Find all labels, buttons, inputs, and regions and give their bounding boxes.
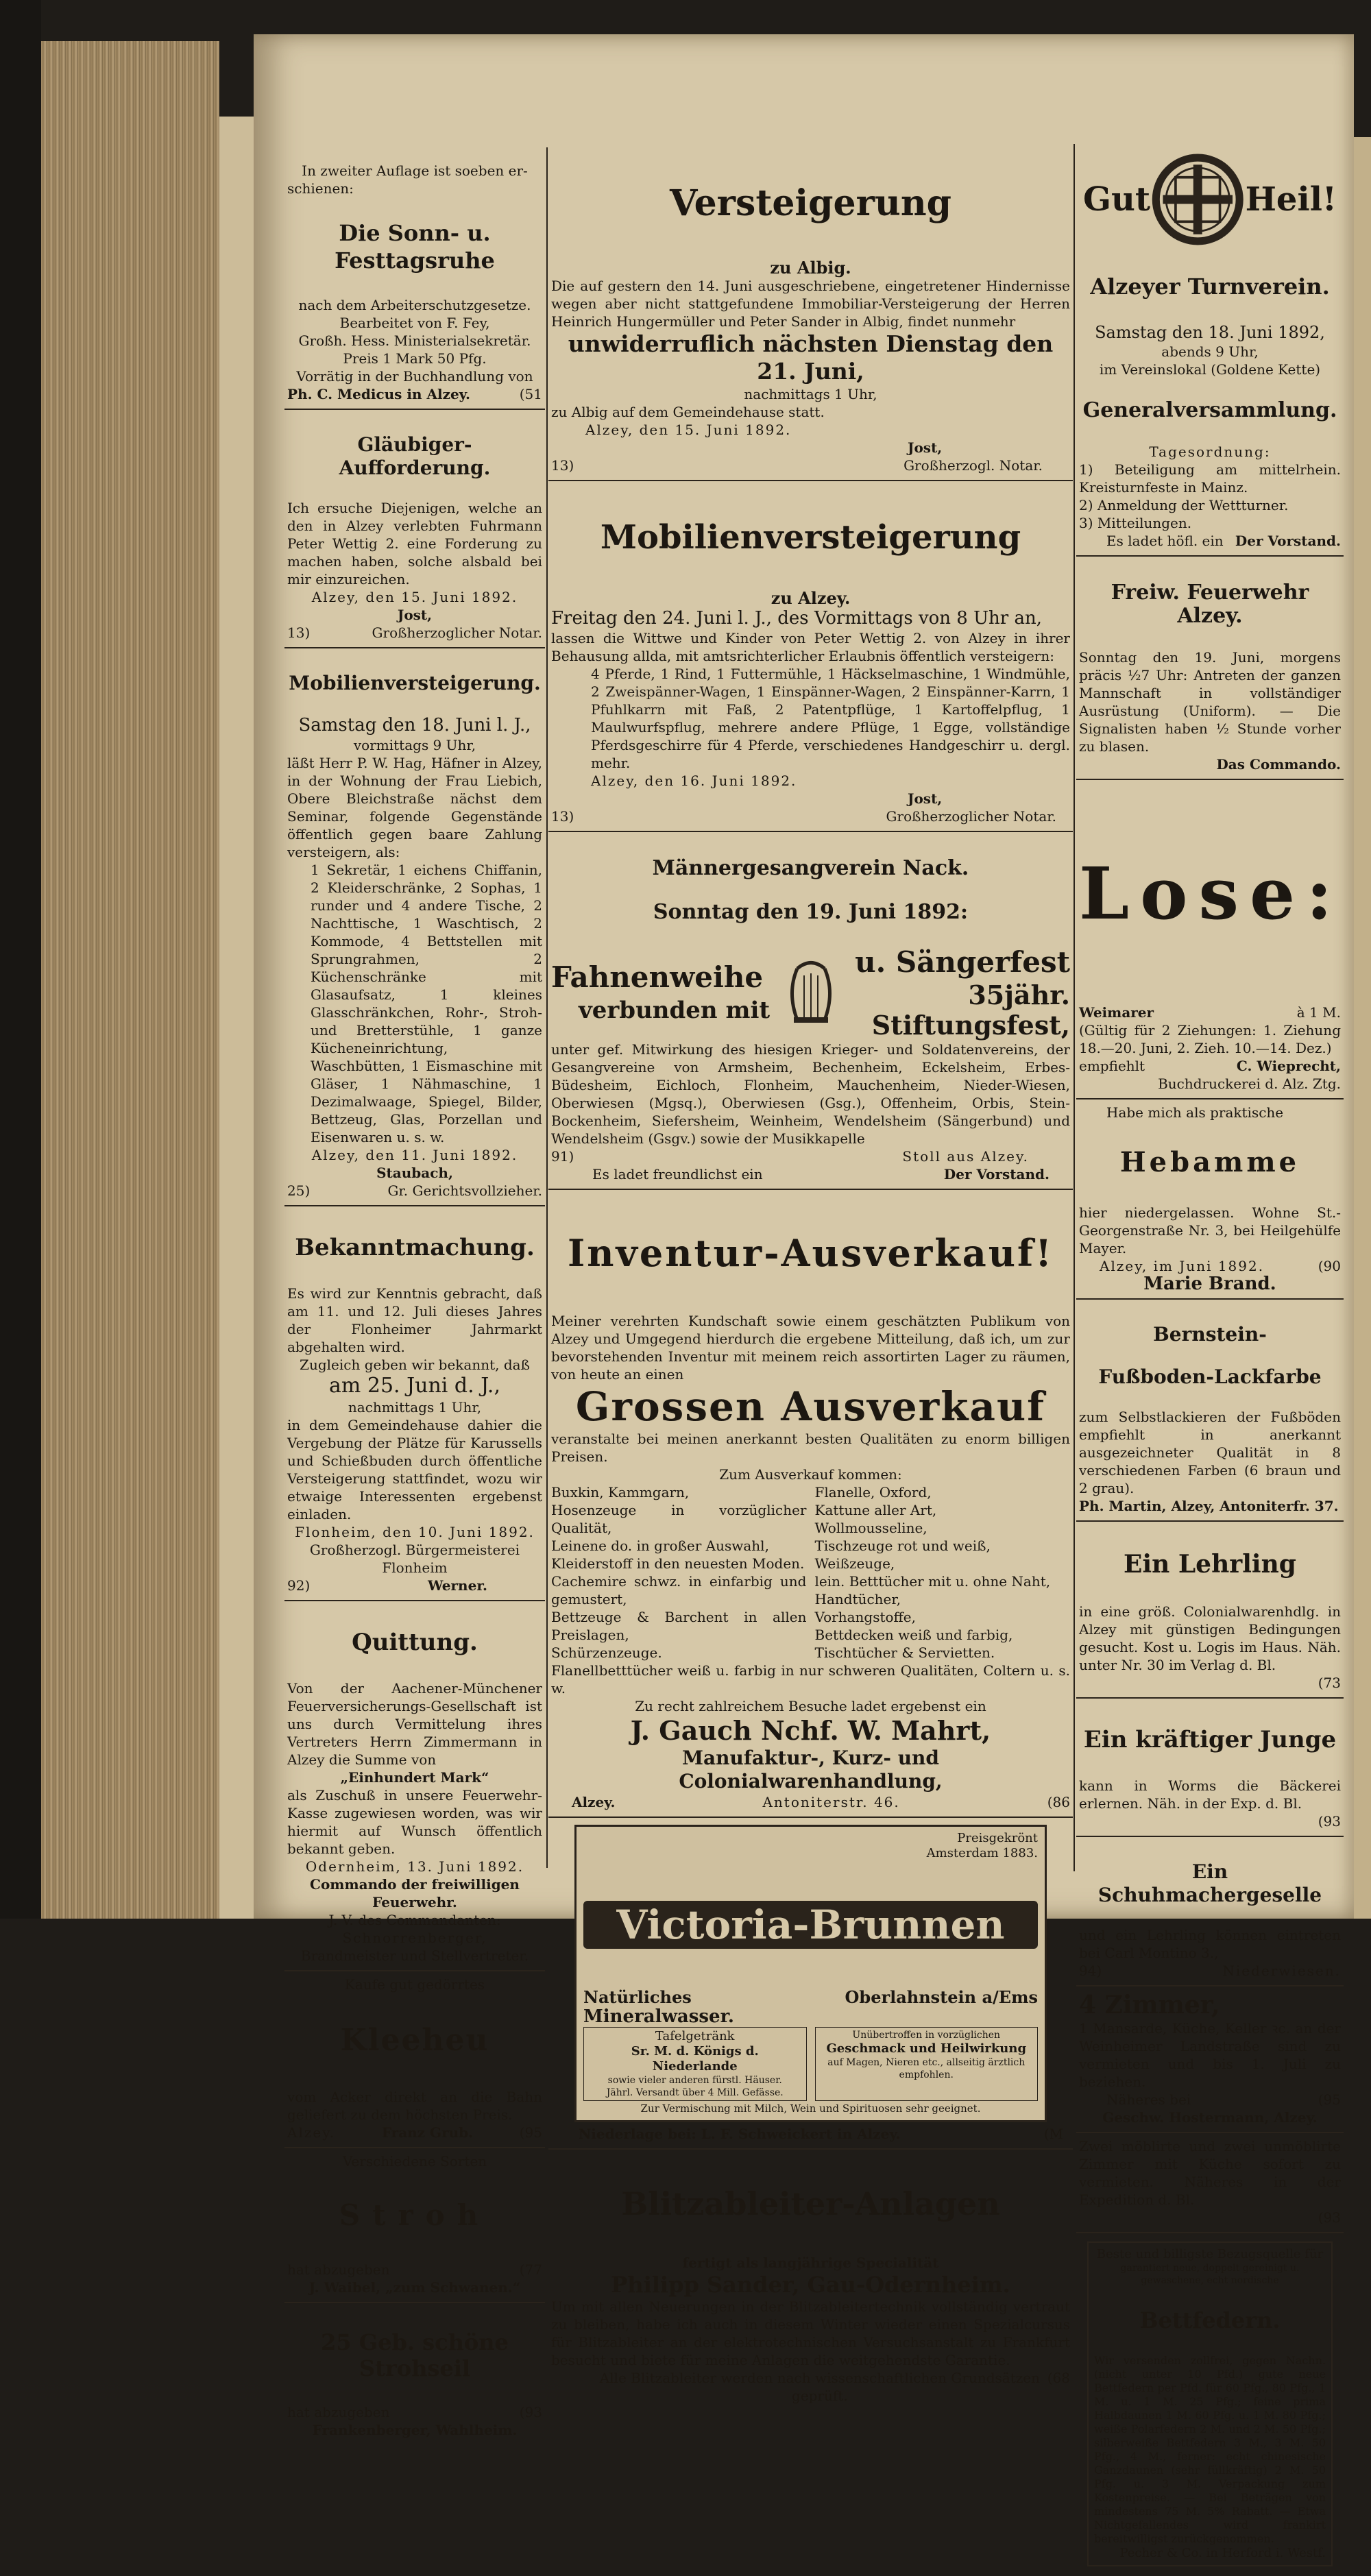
text-line: vormittags 9 Uhr,	[353, 737, 476, 753]
list-item: Vorhangstoffe,	[814, 1609, 916, 1625]
greeting-right: Heil!	[1245, 180, 1337, 219]
ad-body: Von der Aachener-Münchener Feuerversicherungs-Gesellschaft ist uns durch Vermittelung ihres Vertreters Herrn Zimmermann in Alzey die Summe von	[287, 1680, 542, 1768]
ad-title: Mobilienversteigerung	[600, 518, 1021, 557]
ad-bettfedern	[1076, 2233, 1344, 2576]
ad-body: als Zuschuß in unsere Feuerwehr-Kasse zugewiesen worden, was wir hiermit auf Wunsch öffentlich bekannt geben.	[287, 1787, 542, 1857]
text-line: Buchdruckerei d. Alz. Ztg.	[1158, 1076, 1341, 1092]
signature: C. Wieprecht,	[1236, 1058, 1341, 1074]
ad-moeblirte-zimmer	[1076, 2133, 1344, 2233]
ad-title: Freiw. Feuerwehr Alzey.	[1111, 581, 1309, 628]
text-line: Schnorrenberger,	[342, 1930, 487, 1946]
ad-title: Versteigerung	[670, 182, 951, 224]
role: Großherzoglicher Notar.	[886, 808, 1056, 825]
list-item: Flanelle, Oxford,	[814, 1484, 932, 1500]
ad-body: 1 Mansarde, Küche, Keller ꝛc. an der Weinheimer Landstraße sind zu vermieten und bis 1. Juli zu beziehen.	[1079, 2020, 1341, 2090]
ad-body: Wir versenden zollfrei, gegen Nachn. (nicht unter 10 Pfd.) gute neue Bettfedern per Pfd. für 60 Pfg., 80 Pfg., 1 M. u. 1 M. 25 Pfg.; feine prima Halbdaunen 1 M. 60 Pfg. u. 1 M. 80 Pfg.; weiße Polarfedern 2 M. und 2 M. 50 Pfg.; silberweiße Bettfedern 3 M., 3 M. 50 Pfg., 4 M., ferner: echt chinesische Ganzdaunen (sehr füllkräftig) 2 M. 50 Pfg. u. 3 M. Verpackung zum Kostenpreise. — Bei Beträgen von mindestens 75 M. 5% Rabatt. — Etwa Nichtgefallendes wird frankirt bereitwilligst zurückgenommen.	[1094, 2354, 1326, 2545]
list-item: Cachemire schwz. in einfarbig und gemustert,	[551, 1573, 807, 1607]
place: Oberlahnstein a/Ems	[845, 1987, 1038, 2007]
ad-title: Ein Lehrling	[1124, 1550, 1296, 1579]
ad-body: Zwei möblirte und zwei unmöblirte Zimmer mit Küche sofort zu vermieten. Näheres in der Expedition d. Bl.	[1079, 2138, 1341, 2208]
organisation: Commando der freiwilligen Feuerwehr.	[310, 1876, 520, 1910]
ad-title: 25 Geb. schöne Strohseil	[321, 2329, 509, 2381]
ad-body: Meiner verehrten Kundschaft sowie einem geschätzten Publikum von Alzey und Umgegend hierdurch die ergebene Mitteilung, daß ich, um zur bevorstehenden Inventur mit meinem reich assortirten Lager zu räumen, von heute an einen	[551, 1313, 1070, 1383]
list-item: Hosenzeuge in vorzüglicher Qualität,	[551, 1502, 807, 1536]
book-spine	[0, 0, 41, 1919]
ad-number: 92)	[287, 1577, 311, 1594]
ad-number: (73	[1318, 1675, 1341, 1691]
price: à 1 M.	[1296, 1004, 1341, 1021]
ad-body: in eine größ. Colonialwarenhdlg. in Alzey mit günstigen Bedingungen gesucht. Kost u. Logis im Haus. Näh. unter Nr. 30 im Verlag d. Bl.	[1079, 1603, 1341, 1673]
list-item: Bettdecken weiß und farbig,	[814, 1627, 1013, 1643]
column-right	[1076, 144, 1344, 2576]
role: Großherzogl. Bürgermeisterei Flonheim	[309, 1542, 520, 1576]
text-line: Mineralwasser.	[583, 2006, 734, 2027]
event-title-left: Fahnenweihe	[551, 960, 764, 994]
text-line: Großh. Hess. Ministerialsekretär.	[298, 332, 531, 349]
signature: Der Vorstand.	[943, 1166, 1050, 1182]
firm-name: Pecher & Co. in Herford i. Westf.	[1119, 2546, 1326, 2560]
text-line: fertigt als langjährige Specialität	[682, 2255, 939, 2271]
ad-title: Ein Schuhmachergeselle	[1097, 1860, 1322, 1906]
ad-number: 13)	[551, 808, 574, 825]
text-line: sowie vieler anderen fürstl. Häuser.	[607, 2075, 782, 2086]
signature: Franz Grub.	[381, 2124, 474, 2141]
list-item: Leinene do. in großer Auswahl,	[551, 1538, 769, 1554]
ad-zimmer	[1076, 1986, 1344, 2133]
ad-number: (95	[519, 2124, 542, 2141]
ad-subtitle: zu Albig.	[770, 258, 851, 278]
location: Niederwiesen.	[1222, 1963, 1341, 1979]
ad-turnverein	[1076, 144, 1344, 557]
text-line: Verschiedene Sorten	[342, 2153, 487, 2170]
signature: Staubach,	[376, 1165, 453, 1181]
ad-number: (95	[1318, 2091, 1341, 2108]
text-line: Weimarer	[1079, 1004, 1154, 1021]
ad-title: Mobilienversteigerung.	[289, 672, 541, 694]
ad-strohseil	[284, 2303, 545, 2444]
list-item: Tischzeuge rot und weiß,	[814, 1538, 991, 1554]
location: Alzey.	[287, 2124, 336, 2141]
list-item: lein. Betttücher mit u. ohne Naht,	[814, 1573, 1051, 1590]
column-center	[548, 144, 1073, 2410]
ad-title: Blitzableiter-Anlagen	[621, 2185, 1000, 2222]
text-line: zu Albig auf dem Gemeindehause statt.	[551, 404, 825, 420]
signature: Ph. Martin, Alzey, Antoniterfr. 37.	[1079, 1498, 1339, 1514]
ad-body: Es wird zur Kenntnis gebracht, daß am 11. und 12. Juli dieses Jahres der Flonheimer Jahrmarkt abgehalten wird.	[287, 1285, 542, 1355]
headline: Generalversammlung.	[1082, 398, 1337, 422]
ad-body: Die auf gestern den 14. Juni ausgeschriebene, eingetretener Hindernisse wegen aber nicht stattgefundene Immobiliar-Versteigerung der Herren Heinrich Hungermüller und Peter Sander in Albig, findet nunmehr	[551, 278, 1070, 330]
ad-body: unter gef. Mitwirkung des hiesigen Krieger- und Soldatenvereins, der Gesangvereine von Armsheim, Bechenheim, Eckelsheim, Erbes-Büdesheim, Eichloch, Flonheim, Mauchenheim, Nieder-Wiesen, Oberwiesen (Mgsq.), Oberwiesen (Gsg.), Offenheim, Orbis, Stein-Bockenheim, Siefersheim, Weinheim, Wendelsheim (Sängerbund) und Wendelsheim (Gsgv.) sowie der Musikkapelle	[551, 1041, 1070, 1147]
event-title-left: verbunden mit	[579, 997, 771, 1024]
ad-body: vom Acker direkt an die Bahn geliefert zu dem höchsten Preis.	[287, 2089, 542, 2123]
headline: Grossen Ausverkauf	[575, 1383, 1046, 1430]
text-line: In zweiter Auflage ist soeben er-	[302, 162, 528, 179]
date-line: Alzey, den 15. Juni 1892.	[311, 589, 518, 605]
ad-body: zum Selbstlackieren der Fußböden empfiehlt in anerkannt ausgezeichneter Qualität in 8 verschiedenen Farben (6 braun und 2 grau).	[1079, 1409, 1341, 1496]
amount: „Einhundert Mark“	[340, 1769, 489, 1786]
ad-number: (93	[1318, 1813, 1341, 1830]
ad-title: Gläubiger-Aufforderung.	[339, 433, 491, 479]
ad-inventur-ausverkauf	[548, 1190, 1073, 1818]
text-line: nachmittags 1 Uhr,	[348, 1399, 482, 1415]
seller: Ph. C. Medicus in Alzey.	[287, 386, 470, 402]
list-item: Kattune aller Art,	[814, 1502, 937, 1518]
ad-victoria-brunnen	[548, 1818, 1073, 2150]
ad-festtagsruhe	[284, 158, 545, 410]
ad-title: Bernstein-	[1153, 1323, 1267, 1346]
ad-number: 94)	[1079, 1963, 1102, 1979]
text-line: Freitag den 24. Juni l. J., des Vormittags von 8 Uhr an,	[551, 608, 1042, 629]
text-line: Natürliches	[583, 1987, 692, 2007]
address: Antoniterstr. 46.	[762, 1794, 900, 1810]
text-line: Zugleich geben wir bekannt, daß	[300, 1357, 530, 1373]
ad-number: 13)	[551, 457, 574, 474]
text-line: Samstag den 18. Juni 1892,	[1095, 323, 1325, 342]
ad-lehrling	[1076, 1522, 1344, 1699]
firm-trade: Manufaktur-, Kurz- und Colonialwarenhandlung,	[679, 1747, 943, 1793]
text-line: Habe mich als praktische	[1106, 1104, 1284, 1121]
brand-logo: Victoria-Brunnen	[583, 1901, 1038, 1949]
ad-title: Die Sonn- u. Festtagsruhe	[335, 220, 495, 274]
date-line: Alzey, den 11. Juni 1892.	[311, 1147, 518, 1163]
ad-glaeubiger	[284, 410, 545, 648]
ad-blitzableiter	[548, 2150, 1073, 2410]
product-list-left	[551, 1483, 807, 1662]
text-line: Tagesordnung:	[1149, 443, 1271, 460]
signature: J. Waibel, „zum Schwanen.“	[308, 2279, 521, 2296]
ad-body: veranstalte bei meinen anerkannt besten Qualitäten zu enorm billigen Preisen.	[551, 1431, 1070, 1465]
ad-title: Bettfedern.	[1139, 2307, 1281, 2333]
event-title-right: 35jähr. Stiftungsfest,	[871, 980, 1070, 1041]
victoria-right	[815, 2027, 1039, 2101]
list-item: Buxkin, Kammgarn,	[551, 1484, 690, 1500]
text-line: Vorrätig in der Buchhandlung von	[296, 368, 533, 385]
band: Stoll aus Alzey.	[902, 1148, 1029, 1165]
text-line: Zum Ausverkauf kommen:	[719, 1466, 902, 1483]
ad-number: (68	[1047, 2370, 1070, 2386]
list-item: Kleiderstoff in den neuesten Moden.	[551, 1555, 805, 1572]
ad-body: in dem Gemeindehause dahier die Vergebung der Plätze für Karussells und Schießbuden durch öffentliche Versteigerung stattfindet, wozu wir etwaige Interessenten ergebenst einladen.	[287, 1417, 542, 1522]
victoria-left	[583, 2027, 807, 2101]
event-title-right: u. Sängerfest	[855, 945, 1070, 979]
text-line: Jährl. Versandt über 4 Mill. Gefässe.	[606, 2087, 784, 2098]
ad-number: (93	[519, 2404, 542, 2420]
ad-lose	[1076, 780, 1344, 1099]
ad-title: Kleeheu	[340, 2023, 489, 2058]
agenda-item: 1) Beteiligung am mittelrhein. Kreisturnfeste in Mainz.	[1079, 461, 1341, 496]
ad-mobilien-alzey	[548, 481, 1073, 832]
greeting-left: Gut	[1083, 180, 1151, 219]
date-line: Alzey, den 15. Juni 1892.	[585, 422, 792, 438]
ad-title: Quittung.	[352, 1629, 478, 1656]
firm-name: J. Gauch Nchf. W. Mahrt,	[630, 1715, 991, 1746]
signature: Der Vorstand.	[1235, 533, 1341, 549]
ad-number: (93	[1318, 2209, 1341, 2226]
text-line: Zur Vermischung mit Milch, Wein und Spirituosen sehr geeignet.	[640, 2102, 981, 2115]
text-line: Geschmack und Heilwirkung	[826, 2041, 1027, 2056]
next-page-strip	[1354, 137, 1371, 1919]
text-line: schienen:	[287, 180, 354, 197]
signature: Das Commando.	[1216, 756, 1341, 773]
signature: Frankenberger, Wahlheim.	[312, 2422, 518, 2438]
ad-title: 4 Zimmer,	[1079, 1991, 1220, 2019]
text-line: Es ladet höfl. ein	[1106, 533, 1224, 549]
text-line: Bearbeitet von F. Fey,	[339, 315, 490, 331]
ad-body: hier niedergelassen. Wohne St.-Georgenstraße Nr. 3, bei Heilgehülfe Mayer.	[1079, 1204, 1341, 1256]
page-edges	[41, 41, 219, 1919]
list-item: Schürzenzeuge.	[551, 1644, 662, 1661]
ad-stroh	[284, 2148, 545, 2303]
ad-quittung	[284, 1601, 545, 1971]
ad-number: 13)	[287, 624, 311, 641]
victoria-details	[583, 2027, 1038, 2101]
agenda-item: 3) Mitteilungen.	[1079, 515, 1192, 531]
ad-number: (86	[1047, 1794, 1070, 1810]
list-item: Wollmousseline,	[814, 1520, 927, 1536]
ad-body: lassen die Wittwe und Kinder von Peter Wettig 2. von Alzey in ihrer Behausung allda, mit amtsrichterlicher Erlaubnis öffentlich versteigern:	[551, 630, 1070, 664]
text-line: Samstag den 18. Juni l. J.,	[298, 715, 531, 736]
text-line: J. V. des Commandanten:	[328, 1912, 501, 1928]
text-line: nachmittags 1 Uhr,	[744, 386, 877, 402]
product-list-right	[815, 1483, 1071, 1662]
text-line: Flanellbetttücher weiß u. farbig in nur schweren Qualitäten, Coltern u. s. w.	[551, 1662, 1070, 1697]
ad-title: Lose:	[1079, 851, 1344, 936]
ad-title: Männergesangverein Nack.	[652, 856, 969, 880]
ad-bekanntmachung	[284, 1206, 545, 1601]
list-item: Weißzeuge,	[814, 1555, 895, 1572]
ad-number: (M	[1043, 2126, 1063, 2142]
ad-schuhmacher	[1076, 1837, 1344, 1986]
ad-number: 25)	[287, 1182, 311, 1199]
ad-title: Stroh	[339, 2198, 491, 2232]
ad-body: kann in Worms die Bäckerei erlernen. Näh. in der Exp. d. Bl.	[1079, 1777, 1341, 1812]
bettfedern-box	[1087, 2241, 1333, 2566]
ad-body: läßt Herr P. W. Hag, Häfner in Alzey, in der Wohnung der Frau Liebich, Obere Bleichstraße nächst dem Seminar, folgende Gegenstände öffentlich gegen baare Zahlung versteigern, als:	[287, 755, 542, 860]
signature: Werner.	[427, 1577, 487, 1594]
ad-junge	[1076, 1699, 1344, 1837]
item-list: 1 Sekretär, 1 eichens Chiffanin, 2 Kleiderschränke, 2 Sophas, 1 runder und 4 andere Tische, 2 Nachttische, 1 Waschtisch, 2 Kommode, 4 Bettstellen mit Sprungrahmen, 2 Küchenschränke mit Glasaufsatz, 1 kleines Glasschränkchen, Rohr-, Stroh- und Bretterstühle, 1 ganze Kücheneinrichtung, Waschbütten, 1 Eismaschine mit Gläser, 1 Nähmaschine, 1 Dezimalwaage, Spiegel, Bilder, Bettzeug, Glas, Porzellan und Eisenwaren u. s. w.	[311, 862, 542, 1145]
signature: Marie Brand.	[1143, 1274, 1276, 1294]
ad-versteigerung-albig	[548, 144, 1073, 481]
role: Großherzogl. Notar.	[903, 457, 1043, 474]
ad-body: Ich ersuche Diejenigen, welche an den in Alzey verlebten Fuhrmann Peter Wettig 2. eine Forderung zu machen haben, solche alsbald bei mir einzureichen.	[287, 500, 542, 587]
turner-cross-emblem-icon	[1150, 148, 1246, 251]
text-line: Beste und billigste Bezugsquelle für	[1096, 2247, 1324, 2261]
text-line: nach dem Arbeiterschutzgesetze.	[298, 297, 531, 313]
list-item: Tischtücher & Servietten.	[814, 1644, 995, 1661]
ad-number: 91)	[551, 1148, 574, 1165]
event-date: Sonntag den 19. Juni 1892:	[653, 900, 969, 924]
date-line: Odernheim, 13. Juni 1892.	[305, 1858, 524, 1875]
ad-number: (77	[519, 2261, 542, 2278]
ad-title: Alzeyer Turnverein.	[1090, 274, 1330, 300]
ad-body: Sonntag den 19. Juni, morgens präcis ½7 Uhr: Antreten der ganzen Mannschaft in vollständiger Ausrüstung (Uniform). — Die Signalisten haben ½ Stunde vorher zu blasen.	[1079, 649, 1341, 755]
ad-title: Hebamme	[1119, 1146, 1300, 1178]
ad-title: Bekanntmachung.	[295, 1234, 535, 1261]
text-line: hat abzugeben	[287, 2404, 390, 2420]
ad-title: Inventur-Ausverkauf!	[568, 1231, 1054, 1275]
text-line: hat abzugeben	[287, 2261, 390, 2278]
text-line: garantiert neue, doppelt gereinigt u. gewaschene, echt nordische	[1120, 2263, 1300, 2286]
ad-lackfarbe	[1076, 1300, 1344, 1522]
column-left	[284, 158, 545, 2444]
date-line: Flonheim, den 10. Juni 1892.	[295, 1524, 535, 1540]
text-line: auf Magen, Nieren etc., allseitig ärztlich empfohlen.	[827, 2057, 1026, 2080]
ad-maennergesangverein	[548, 832, 1073, 1190]
text-line: am 25. Juni d. J.,	[329, 1374, 500, 1398]
text-line: Alle Blitzableiter werden nach wissenschaftlichen Grundsätzen geprüft.	[599, 2370, 1040, 2404]
column-rule	[1073, 144, 1075, 1871]
role: Gr. Gerichtsvollzieher.	[387, 1182, 542, 1199]
victoria-box	[574, 1825, 1047, 2122]
signature: Geschw. Hostermann, Alzey.	[1102, 2109, 1318, 2126]
column-rule	[546, 147, 548, 1868]
list-item: Handtücher,	[814, 1591, 901, 1607]
date-line: Alzey, den 16. Juni 1892.	[591, 773, 797, 789]
text-line: abends 9 Uhr,	[1161, 343, 1259, 360]
ad-mobilien-hag	[284, 648, 545, 1206]
text-line: empfiehlt	[1079, 1058, 1145, 1074]
ad-subtitle: zu Alzey.	[771, 588, 851, 608]
signature: Jost,	[908, 439, 943, 456]
agenda-item: 2) Anmeldung der Wettturner.	[1079, 497, 1289, 513]
text-line: Näheres bei	[1106, 2091, 1191, 2108]
prize-line: Preisgekrönt	[957, 1831, 1038, 1845]
firm-name: Philipp Sander, Gau-Odernheim.	[611, 2272, 1010, 2298]
headline: unwiderruflich nächsten Dienstag den 21. Juni,	[568, 330, 1054, 385]
item-list: 4 Pferde, 1 Rind, 1 Futtermühle, 1 Häckselmaschine, 1 Windmühle, 2 Zweispänner-Wagen, 1 Einspänner-Wagen, 2 Einspänner-Karrn, 1 Pfuhlkarrn mit Faß, 2 Patentpflüge, 1 Kartoffelpflug, 1 Maulwurfspflug, mehrere andere Pflüge, 1 Egge, vollständige Pferdsgeschirre für 4 Pferde, verschiedenes Handgeschirr u. dergl. mehr.	[591, 666, 1070, 771]
text-line: Preis 1 Mark 50 Pfg.	[343, 350, 487, 367]
list-item: Bettzeuge & Barchent in allen Preislagen,	[551, 1609, 807, 1643]
ad-title: Ein kräftiger Junge	[1083, 1726, 1337, 1753]
text-line: im Vereinslokal (Goldene Kette)	[1099, 361, 1321, 378]
ad-kleeheu	[284, 1971, 545, 2148]
prize-line: Amsterdam 1883.	[926, 1846, 1038, 1860]
ad-hebamme	[1076, 1099, 1344, 1300]
ad-body: und ein Lehrling können eintreten bei Carl Montino 3.,	[1079, 1927, 1341, 1961]
date-line: Alzey, im Juni 1892.	[1100, 1258, 1265, 1274]
ad-body: (Gültig für 2 Ziehungen: 1. Ziehung 18.—20. Juni, 2. Zieh. 10.—14. Dez.)	[1079, 1022, 1341, 1056]
text-line: Zu recht zahlreichem Besuche ladet ergebenst ein	[635, 1698, 986, 1714]
lyre-emblem-icon	[784, 958, 838, 1027]
ad-body: Um mit allen Neuerungen in der Blitzableitertechnik vollständig vertraut zu bleiben, habe ich auch in diesem Winter wieder einen Spezialcursus für Blitzableiter an der elektrotechnischen Versuchsanstalt zu Frankfurt besucht und biete für meine Anlagen die weitgehendste Garantie.	[551, 2298, 1070, 2368]
text-line: Sr. M. d. Königs d. Niederlande	[631, 2044, 759, 2074]
signature: Jost,	[908, 790, 943, 807]
text-line: Brandmeister und Stellvertreter.	[300, 1947, 529, 1964]
text-line: Kaufe gut gedörrtes	[344, 1976, 485, 1993]
ad-number: (90	[1318, 1258, 1341, 1274]
text-line: Tafelgetränk	[655, 2029, 735, 2043]
text-line: Es ladet freundlichst ein	[592, 1166, 763, 1182]
signature: Jost,	[397, 607, 433, 623]
store-line: Niederlage bei: L. F. Schweickert in Alzey.	[579, 2126, 901, 2142]
ad-feuerwehr	[1076, 557, 1344, 780]
product-lists	[551, 1483, 1070, 1662]
role: Großherzoglicher Notar.	[372, 624, 542, 641]
location: Alzey.	[572, 1794, 616, 1810]
ad-number: (51	[519, 386, 542, 402]
text-line: Unübertroffen in vorzüglichen	[852, 2030, 1001, 2041]
ad-title: Fußboden-Lackfarbe	[1098, 1365, 1322, 1388]
